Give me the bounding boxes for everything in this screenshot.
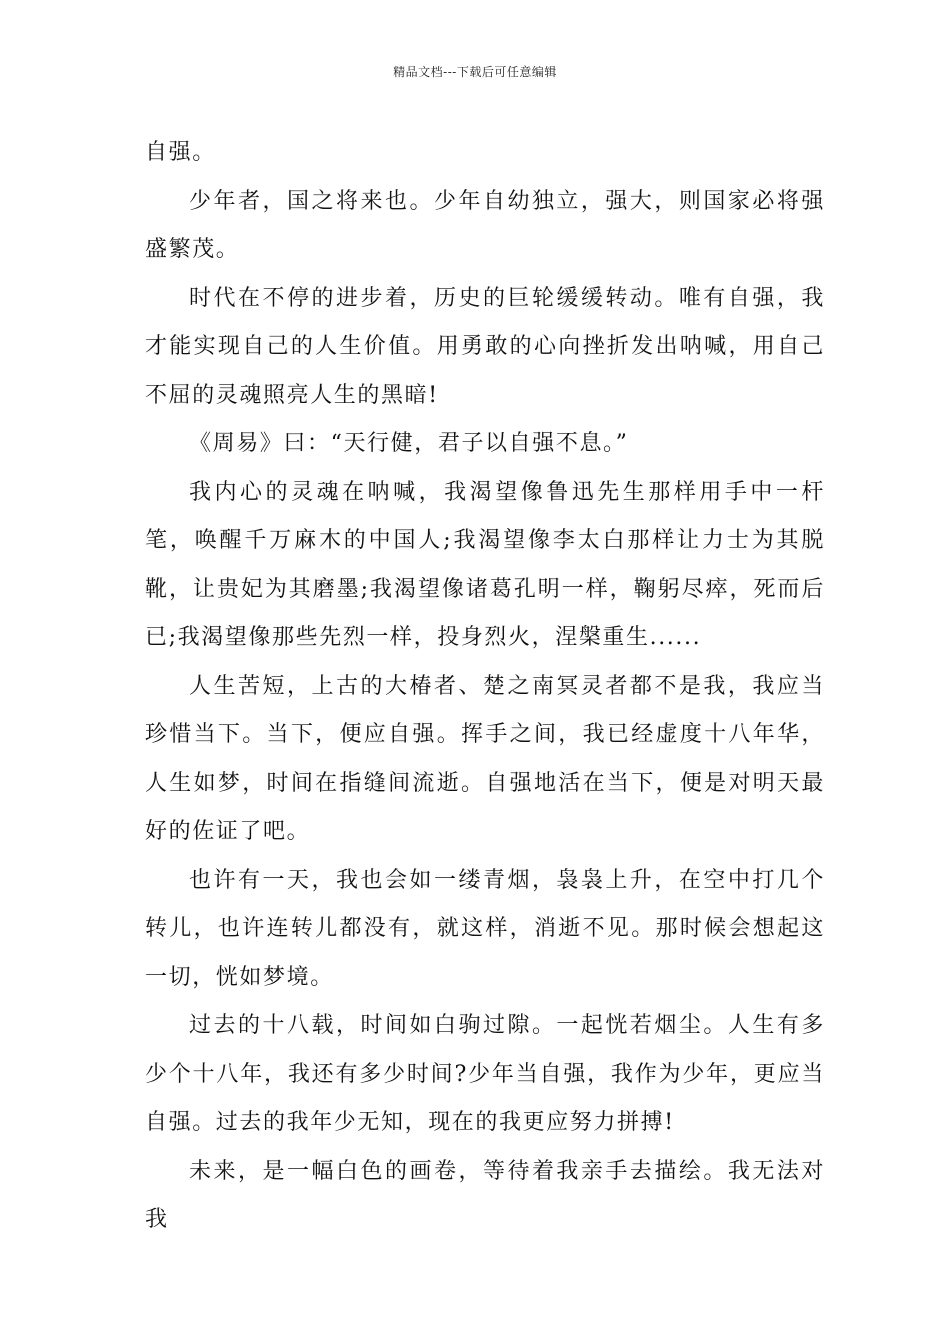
paragraph-3: 时代在不停的进步着，历史的巨轮缓缓转动。唯有自强，我才能实现自己的人生价值。用勇敢的心向挫折发出呐喊，用自己不屈的灵魂照亮人生的黑暗! (145, 285, 825, 408)
paragraph-5: 我内心的灵魂在呐喊，我渴望像鲁迅先生那样用手中一杆笔，唤醒千万麻木的中国人;我渴望像李太白那样让力士为其脱靴，让贵妃为其磨墨;我渴望像诸葛孔明一样，鞠躬尽瘁，死而后已;我渴望像那些先烈一样，投身烈火，涅槃重生...... (145, 479, 825, 650)
page-header: 精品文档---下载后可任意编辑 (393, 65, 557, 79)
paragraph-2: 少年者，国之将来也。少年自幼独立，强大，则国家必将强盛繁茂。 (145, 188, 825, 262)
document-body (145, 129, 825, 1245)
paragraph-1: 自强。 (145, 140, 216, 165)
paragraph-7: 也许有一天，我也会如一缕青烟，袅袅上升，在空中打几个转儿，也许连转儿都没有，就这样，消逝不见。那时候会想起这一切，恍如梦境。 (145, 867, 825, 990)
paragraph-4: 《周易》曰：“天行健，君子以自强不息。” (189, 431, 629, 456)
paragraph-8: 过去的十八载，时间如白驹过隙。一起恍若烟尘。人生有多少个十八年，我还有多少时间?少年当自强，我作为少年，更应当自强。过去的我年少无知，现在的我更应努力拼搏! (145, 1013, 825, 1135)
paragraph-6: 人生苦短，上古的大椿者、楚之南冥灵者都不是我，我应当珍惜当下。当下，便应自强。挥手之间，我已经虚度十八年华，人生如梦，时间在指缝间流逝。自强地活在当下，便是对明天最好的佐证了吧。 (145, 673, 825, 844)
paragraph-9: 未来，是一幅白色的画卷，等待着我亲手去描绘。我无法对我 (145, 1158, 825, 1232)
